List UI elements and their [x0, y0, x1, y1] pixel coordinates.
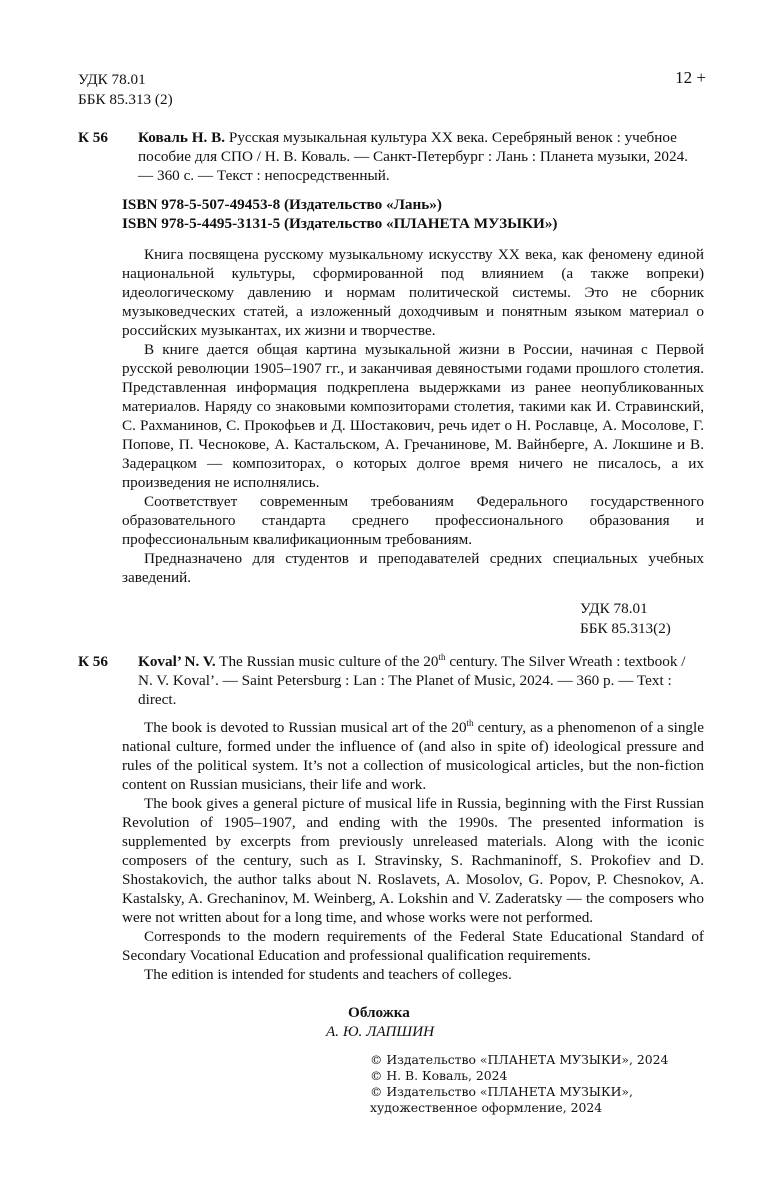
en-entry-code: К 56 [78, 653, 108, 670]
header-udk: УДК 78.01 [78, 71, 146, 88]
en-biblio-post: century. The Silver Wreath : textbook / N. V. Koval’. — Saint Petersburg : Lan : The Planet of Music, 2024. — 360 p. — Text : direct. [138, 653, 686, 708]
en-abstract-p2: The book gives a general picture of musical life in Russia, beginning with the First Russian Revolution of 1905–1907, and ending with the 1990s. The presented information is supplemented by excerpts from previously unreleased materials. Along with the iconic composers of the century, such as I. Stravinsky, S. Rachmaninoff, S. Prokofiev and D. Shostakovich, the author talks about N. Roslavets, A. Mosolov, G. Popov, P. Chesnokov, A. Kastalsky, A. Grechaninov, M. Weinberg, A. Lokshin and V. Zaderatsky — the composers who were not written about for a long time, and whose works were not performed. [122, 795, 704, 926]
en-abstract-p1-post: century, as a phenomenon of a single national culture, formed under the influence of (and also in spite of) ideological pressure and rules of the political system. It’s not a collection of musicological articles, but the non-fiction content on Russian musicians, their life and work. [122, 719, 704, 793]
ru-entry-code: К 56 [78, 129, 108, 146]
age-rating: 12 + [675, 68, 706, 87]
en-abstract-p1-sup: th [466, 717, 474, 728]
copyright-line-1: © Издательство «ПЛАНЕТА МУЗЫКИ», 2024 [370, 1052, 669, 1067]
ru-author: Коваль Н. В. [138, 129, 226, 146]
en-abstract-p1 [122, 718, 704, 794]
cover-artist: А. Ю. ЛАПШИН [326, 1023, 435, 1040]
ru-bibliographic-entry [138, 128, 698, 185]
isbn-lan: ISBN 978-5-507-49453-8 (Издательство «Лань») [122, 196, 442, 213]
en-biblio-pre: The Russian music culture of the 20 [215, 653, 439, 670]
ru-abstract-p1: Книга посвящена русскому музыкальному искусству XX века, как феномену единой национальной культуры, сформированной под влиянием (а также вопреки) идеологическому давлению и нормам политической системы. Это не сборник музыковедческих статей, а изложенный доходчивым и понятным языком материал о российских музыкантах, их жизни и творчестве. [122, 246, 704, 339]
copyright-line-2: © Н. В. Коваль, 2024 [370, 1068, 508, 1083]
ru-abstract-p4: Предназначено для студентов и преподавателей средних специальных учебных заведений. [122, 550, 704, 586]
copyright-line-4: художественное оформление, 2024 [370, 1100, 603, 1115]
ru-biblio-text: Русская музыкальная культура XX века. Серебряный венок : учебное пособие для СПО / Н. В. Коваль. — Санкт-Петербург : Лань : Планета музыки, 2024. — 360 с. — Текст : непосредственный. [138, 129, 689, 184]
ru-udk: УДК 78.01 [580, 600, 648, 617]
isbn-planeta: ISBN 978-5-4495-3131-5 (Издательство «ПЛАНЕТА МУЗЫКИ») [122, 215, 558, 232]
header-bbk: ББК 85.313 (2) [78, 91, 173, 108]
ru-abstract-p2: В книге дается общая картина музыкальной жизни в России, начиная с Первой русской революции 1905–1907 гг., и заканчивая девяностыми годами прошлого столетия. Представленная информация подкреплена выдержками из ранее неопубликованных материалов. Наряду со знаковыми композиторами столетия, такими как И. Стравинский, С. Рахманинов, С. Прокофьев и Д. Шостакович, речь идет о Н. Рославце, А. Мосолове, Г. Попове, П. Чеснокове, А. Кастальском, А. Гречанинове, М. Вайнберге, А. Локшине и В. Задерацком — композиторах, о которых долгое время ничего не писалось, а их произведения не исполнялись. [122, 341, 704, 491]
en-author: Koval’ N. V. [138, 653, 216, 670]
copyright-line-3: © Издательство «ПЛАНЕТА МУЗЫКИ», [370, 1084, 633, 1099]
en-abstract-p1-pre: The book is devoted to Russian musical art of the 20 [144, 719, 467, 736]
cover-label: Обложка [348, 1004, 410, 1021]
en-bibliographic-entry [138, 652, 698, 709]
en-abstract [122, 718, 704, 984]
ru-abstract [122, 245, 704, 587]
ru-bbk: ББК 85.313(2) [580, 620, 671, 637]
copyright-block [370, 1052, 668, 1116]
en-abstract-p3: Corresponds to the modern requirements of the Federal State Educational Standard of Secondary Vocational Education and professional qualification requirements. [122, 928, 704, 964]
en-abstract-p4: The edition is intended for students and teachers of colleges. [144, 966, 512, 983]
en-biblio-sup: th [438, 651, 446, 662]
ru-abstract-p3: Соответствует современным требованиям Федерального государственного образовательного стандарта среднего профессионального образования и профессиональным квалификационным требованиям. [122, 493, 704, 548]
